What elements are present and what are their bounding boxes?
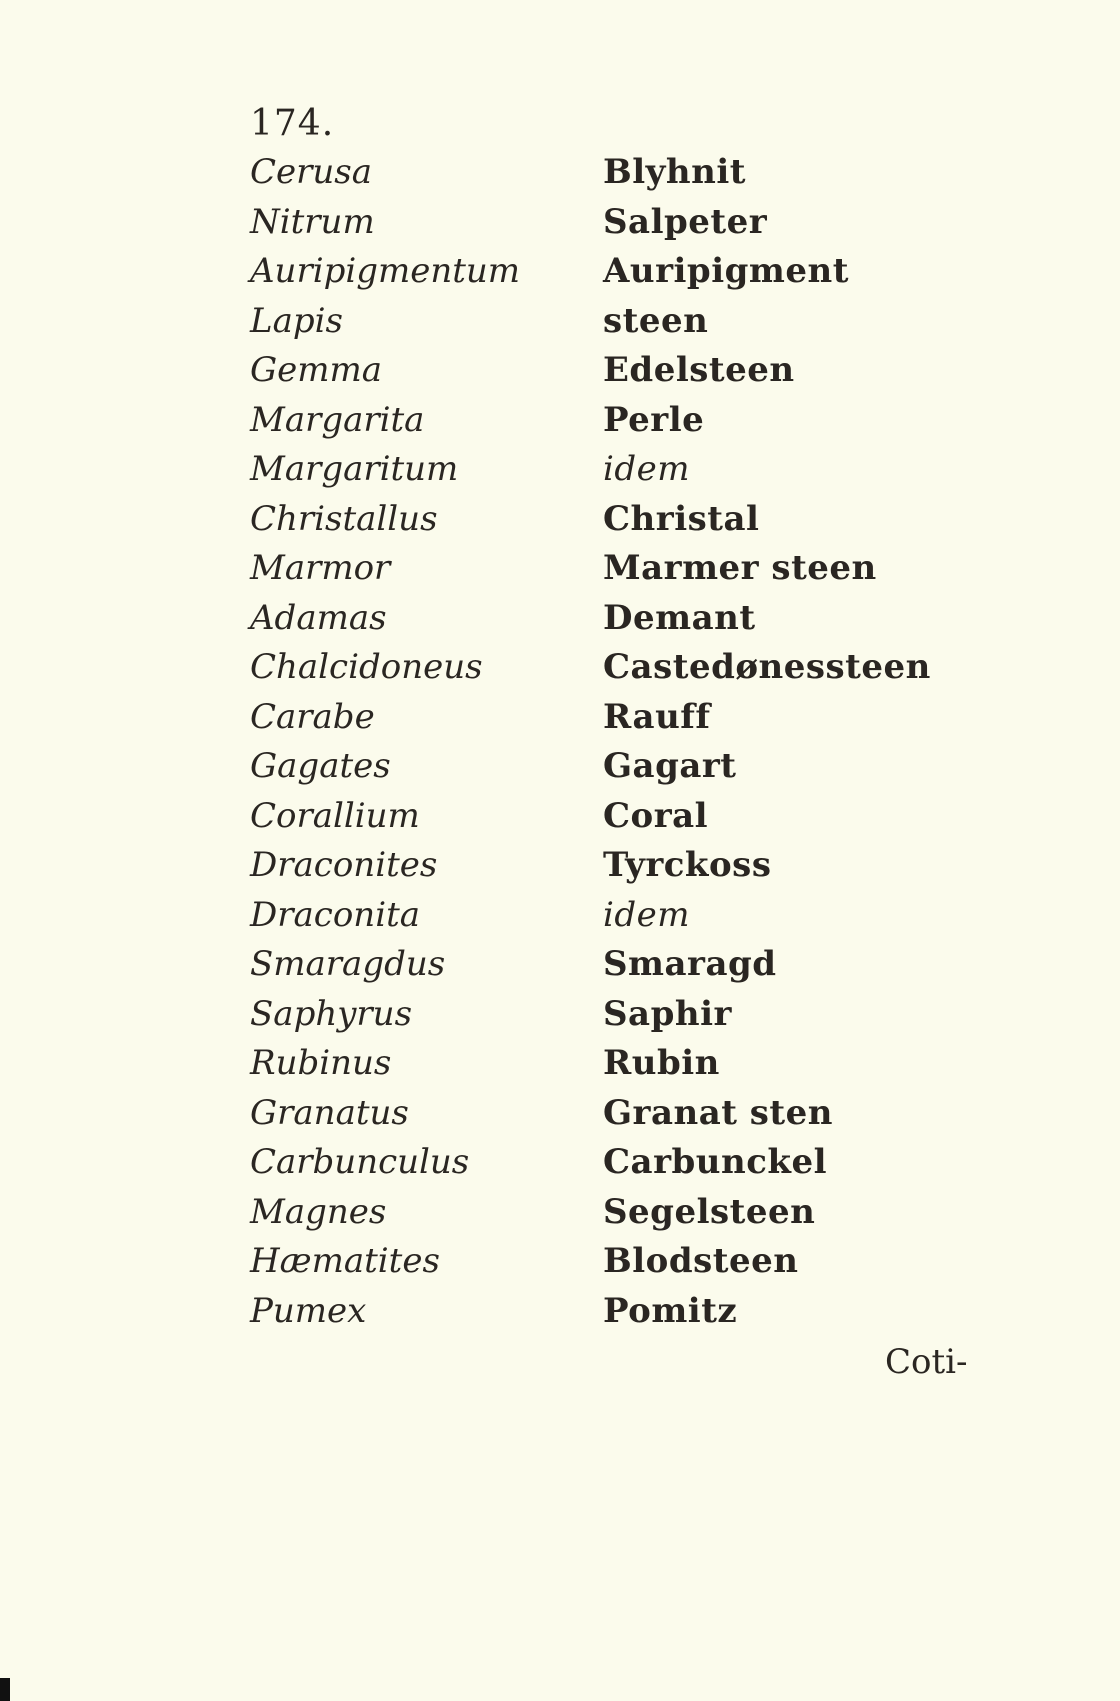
latin-term: Adamas: [250, 597, 387, 638]
glossary-entry: [0, 1239, 1120, 1289]
glossary-entry: [0, 1190, 1120, 1240]
latin-term: Granatus: [250, 1092, 409, 1133]
latin-term: Saphyrus: [250, 993, 413, 1034]
vernacular-term: Segelsteen: [603, 1191, 816, 1232]
vernacular-term: Smaragd: [603, 944, 777, 984]
latin-term: Nitrum: [250, 201, 375, 242]
glossary-entry: [0, 596, 1120, 646]
latin-term: Rubinus: [250, 1043, 392, 1083]
vernacular-term: Marmer steen: [603, 548, 877, 588]
vernacular-term: steen: [603, 300, 709, 341]
glossary-list: [0, 150, 1120, 1338]
latin-term: Auripigmentum: [250, 251, 521, 291]
glossary-entry: [0, 1091, 1120, 1141]
vernacular-term: Auripigment: [603, 251, 849, 291]
vernacular-term: Edelsteen: [603, 350, 795, 390]
latin-term: Draconites: [250, 845, 438, 885]
glossary-entry: [0, 1289, 1120, 1339]
vernacular-term: Tyrckoss: [603, 845, 772, 885]
latin-term: Hæmatites: [250, 1241, 440, 1281]
vernacular-term: Granat sten: [603, 1092, 833, 1133]
glossary-entry: [0, 200, 1120, 250]
vernacular-term: Perle: [603, 399, 705, 440]
glossary-entry: [0, 794, 1120, 844]
latin-term: Magnes: [250, 1191, 387, 1232]
latin-term: Chalcidoneus: [250, 647, 483, 687]
vernacular-term: Gagart: [603, 746, 737, 786]
vernacular-term: Pomitz: [603, 1290, 738, 1331]
glossary-entry: [0, 1140, 1120, 1190]
latin-term: Carabe: [250, 696, 375, 737]
latin-term: Gagates: [250, 746, 391, 786]
latin-term: Lapis: [250, 300, 343, 341]
catchword: Coti-: [885, 1342, 968, 1382]
page-number: 174.: [250, 103, 335, 144]
latin-term: Margaritum: [250, 449, 459, 489]
latin-term: Corallium: [250, 795, 420, 836]
vernacular-term: Rauff: [603, 696, 711, 737]
glossary-entry: [0, 299, 1120, 349]
vernacular-term: Blodsteen: [603, 1241, 799, 1281]
glossary-entry: [0, 348, 1120, 398]
glossary-entry: [0, 447, 1120, 497]
vernacular-term: Salpeter: [603, 201, 768, 242]
latin-term: Smaragdus: [250, 944, 446, 984]
latin-term: Gemma: [250, 350, 383, 390]
latin-term: Margarita: [250, 399, 425, 440]
glossary-entry: [0, 645, 1120, 695]
vernacular-term: Christal: [603, 498, 760, 539]
glossary-entry: [0, 546, 1120, 596]
glossary-entry: [0, 893, 1120, 943]
vernacular-term: idem: [603, 449, 690, 489]
glossary-entry: [0, 942, 1120, 992]
latin-term: Pumex: [250, 1290, 367, 1331]
latin-term: Draconita: [250, 894, 420, 935]
vernacular-term: Demant: [603, 597, 756, 638]
glossary-entry: [0, 695, 1120, 745]
vernacular-term: Coral: [603, 795, 709, 836]
vernacular-term: Saphir: [603, 993, 732, 1034]
latin-term: Cerusa: [250, 152, 373, 192]
glossary-entry: [0, 1041, 1120, 1091]
glossary-entry: [0, 497, 1120, 547]
vernacular-term: Blyhnit: [603, 152, 746, 192]
glossary-entry: [0, 843, 1120, 893]
latin-term: Carbunculus: [250, 1142, 470, 1182]
glossary-entry: [0, 992, 1120, 1042]
vernacular-term: Carbunckel: [603, 1142, 828, 1182]
vernacular-term: Rubin: [603, 1043, 720, 1083]
glossary-entry: [0, 398, 1120, 448]
vernacular-term: Castedønessteen: [603, 647, 931, 687]
glossary-entry: [0, 150, 1120, 200]
scan-edge-mark: [0, 1678, 10, 1701]
glossary-entry: [0, 744, 1120, 794]
vernacular-term: idem: [603, 894, 690, 935]
latin-term: Marmor: [250, 548, 391, 588]
latin-term: Christallus: [250, 498, 438, 539]
glossary-entry: [0, 249, 1120, 299]
